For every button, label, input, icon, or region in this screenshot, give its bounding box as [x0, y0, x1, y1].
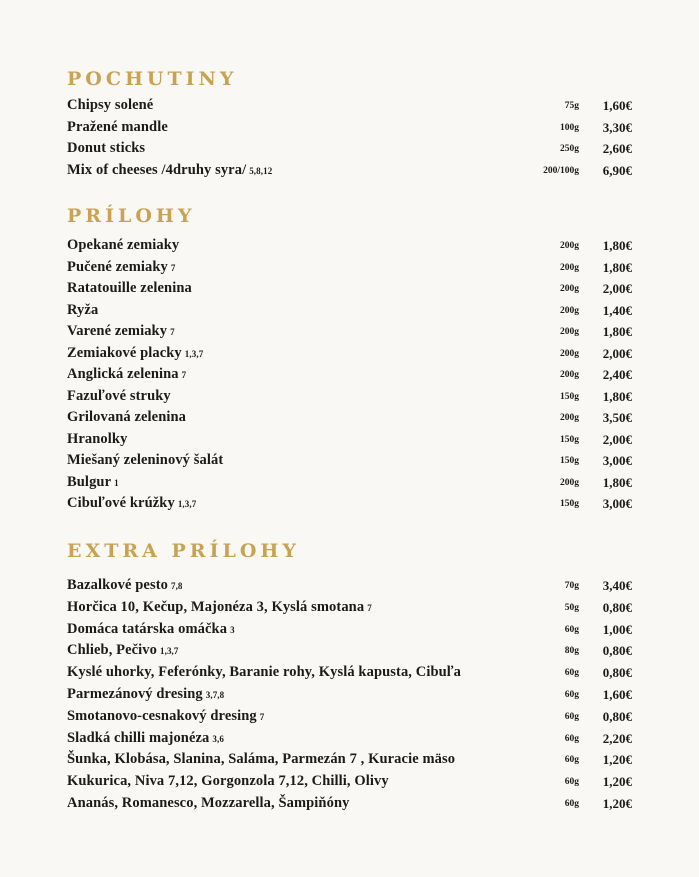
menu-item-row [0, 302, 699, 322]
item-price: 2,40€ [602, 367, 632, 382]
item-allergens: 5,8,12 [249, 165, 273, 176]
menu-item-row [0, 323, 699, 343]
item-name [67, 495, 196, 512]
item-name-text: Ryža [67, 301, 99, 318]
item-price: 2,00€ [602, 281, 632, 296]
item-name [67, 409, 186, 426]
item-name-text: Miešaný zeleninový šalát [67, 452, 224, 468]
item-weight: 150g [560, 391, 579, 402]
item-name-text: Anglická zelenina [67, 366, 179, 382]
item-price: 0,80€ [602, 665, 632, 681]
item-weight: 150g [560, 499, 579, 509]
item-name-text: Zemiakové placky [67, 344, 182, 361]
item-name [67, 323, 175, 340]
item-name [67, 366, 186, 383]
item-name-text: Mix of cheeses /4druhy syra/ [67, 161, 247, 178]
item-weight: 200g [560, 284, 579, 294]
item-name [67, 730, 224, 747]
item-weight: 50g [564, 602, 579, 613]
item-price: 0,80€ [602, 708, 632, 724]
item-price: 1,40€ [602, 302, 632, 318]
item-name [67, 664, 461, 681]
item-allergens: 7 [259, 711, 265, 722]
menu-item-row [0, 621, 699, 641]
item-allergens: 3 [230, 624, 235, 635]
item-weight: 200g [560, 413, 579, 423]
item-weight: 70g [564, 581, 579, 591]
item-price: 1,60€ [602, 687, 632, 702]
menu-item-row [0, 642, 699, 662]
item-weight: 60g [564, 799, 579, 809]
menu-item-row [0, 474, 699, 494]
item-price: 3,40€ [602, 578, 632, 593]
item-name-text: Chlieb, Pečivo [67, 642, 157, 659]
item-price: 1,20€ [602, 796, 632, 811]
item-name-text: Sladká chilli majonéza [67, 729, 210, 746]
item-price: 1,00€ [602, 621, 632, 637]
item-allergens: 1,3,7 [184, 348, 204, 359]
menu-item-row [0, 345, 699, 365]
item-name [67, 259, 175, 276]
item-name-text: Chipsy solené [67, 97, 154, 113]
menu-item-row [0, 730, 699, 750]
section-heading: POCHUTINY [67, 68, 238, 90]
item-name-text: Horčica 10, Kečup, Majonéza 3, Kyslá smotana [67, 598, 365, 615]
item-name-text: Ratatouille zelenina [67, 280, 192, 296]
item-name [67, 237, 179, 254]
menu-item-row [0, 97, 699, 117]
item-weight: 200g [560, 477, 579, 488]
menu-item-row [0, 708, 699, 728]
item-price: 0,80€ [602, 599, 632, 615]
item-name [67, 97, 153, 114]
item-weight: 150g [560, 434, 579, 445]
section-heading: PRÍLOHY [67, 205, 196, 227]
item-name-text: Šunka, Klobása, Slanina, Saláma, Parmezán 7 , Kuracie mäso [67, 751, 456, 768]
menu-item-row [0, 366, 699, 386]
item-name [67, 345, 203, 362]
menu-item-row [0, 259, 699, 279]
item-name [67, 642, 179, 659]
menu-item-row [0, 495, 699, 515]
menu-item-row [0, 119, 699, 139]
item-price: 1,60€ [602, 98, 632, 113]
item-name [67, 686, 224, 703]
item-name-text: Pražené mandle [67, 118, 168, 135]
item-price: 1,80€ [602, 388, 632, 404]
item-allergens: 7 [170, 262, 176, 273]
menu-item-row [0, 795, 699, 815]
item-price: 1,20€ [602, 752, 632, 768]
item-weight: 80g [564, 646, 579, 657]
menu-item-row [0, 751, 699, 771]
item-price: 0,80€ [602, 643, 632, 659]
item-price: 1,80€ [602, 324, 632, 339]
item-price: 2,00€ [602, 345, 632, 361]
item-price: 1,80€ [602, 238, 632, 253]
item-price: 3,00€ [602, 453, 632, 468]
item-name-text: Bulgur [67, 473, 112, 490]
item-weight: 60g [564, 733, 579, 744]
item-weight: 60g [564, 624, 579, 635]
menu-item-row [0, 280, 699, 300]
item-name-text: Parmezánový dresing [67, 686, 203, 702]
menu-item-row [0, 388, 699, 408]
item-name-text: Ananás, Romanesco, Mozzarella, Šampiňóny [67, 795, 350, 811]
item-allergens: 3,7,8 [205, 690, 225, 700]
item-name-text: Hranolky [67, 430, 128, 447]
item-allergens: 1,3,7 [177, 499, 197, 509]
item-name [67, 474, 119, 491]
item-allergens: 1,3,7 [160, 646, 179, 657]
menu-item-row [0, 162, 699, 182]
item-price: 6,90€ [602, 162, 632, 178]
item-name-text: Donut sticks [67, 140, 146, 156]
item-name-text: Smotanovo-cesnakový dresing [67, 707, 257, 724]
item-name [67, 302, 98, 319]
item-weight: 200g [560, 348, 579, 359]
menu-item-row [0, 686, 699, 706]
item-name [67, 280, 192, 297]
item-weight: 200g [560, 370, 579, 380]
item-weight: 250g [560, 144, 579, 154]
item-name-text: Varené zemiaky [67, 323, 168, 339]
menu-item-row [0, 452, 699, 472]
menu-item-row [0, 409, 699, 429]
item-price: 2,60€ [602, 141, 632, 156]
item-name [67, 751, 455, 768]
item-weight: 200g [560, 241, 579, 251]
item-name-text: Cibuľové krúžky [67, 495, 175, 511]
item-name-text: Pučené zemiaky [67, 258, 168, 275]
item-price: 2,20€ [602, 730, 632, 746]
item-weight: 100g [560, 122, 579, 133]
menu-item-row [0, 773, 699, 793]
item-name [67, 431, 127, 448]
item-allergens: 7 [181, 370, 187, 380]
item-name [67, 162, 272, 179]
item-price: 2,00€ [602, 431, 632, 447]
item-name [67, 795, 349, 812]
item-price: 3,00€ [602, 496, 632, 511]
item-price: 3,30€ [602, 119, 632, 135]
menu-item-row [0, 431, 699, 451]
item-weight: 60g [564, 668, 579, 679]
item-weight: 200g [560, 262, 579, 273]
item-allergens: 3,6 [212, 733, 224, 744]
item-price: 1,80€ [602, 259, 632, 275]
section-heading: EXTRA PRÍLOHY [67, 540, 300, 562]
item-name [67, 119, 168, 136]
item-price: 1,80€ [602, 474, 632, 490]
item-name [67, 140, 145, 157]
item-price: 3,50€ [602, 410, 632, 425]
menu-item-row [0, 140, 699, 160]
item-name-text: Grilovaná zelenina [67, 409, 187, 425]
item-name-text: Domáca tatárska omáčka [67, 620, 228, 637]
item-name [67, 599, 372, 616]
item-price: 1,20€ [602, 774, 632, 790]
item-name-text: Opekané zemiaky [67, 237, 180, 253]
item-allergens: 7 [170, 327, 175, 337]
item-name [67, 388, 171, 405]
item-name [67, 621, 235, 638]
item-name [67, 577, 183, 594]
item-name [67, 708, 264, 725]
item-allergens: 1 [114, 477, 119, 488]
item-weight: 60g [564, 755, 579, 766]
item-weight: 75g [564, 101, 579, 111]
menu-item-row [0, 237, 699, 257]
menu-item-row [0, 577, 699, 597]
item-allergens: 7 [367, 602, 372, 613]
item-name [67, 452, 223, 469]
item-name-text: Kukurica, Niva 7,12, Gorgonzola 7,12, Chilli, Olivy [67, 773, 389, 790]
item-name-text: Bazalkové pesto [67, 577, 168, 593]
menu-item-row [0, 664, 699, 684]
item-weight: 200/100g [543, 165, 579, 176]
item-weight: 150g [560, 456, 579, 466]
item-name-text: Kyslé uhorky, Feferónky, Baranie rohy, Kyslá kapusta, Cibuľa [67, 664, 462, 681]
item-weight: 60g [564, 690, 579, 700]
item-weight: 60g [564, 711, 579, 722]
item-weight: 200g [560, 327, 579, 337]
item-name [67, 773, 389, 790]
item-name-text: Fazuľové struky [67, 387, 171, 404]
item-allergens: 7,8 [170, 581, 183, 591]
item-weight: 60g [564, 777, 579, 788]
menu-item-row [0, 599, 699, 619]
item-weight: 200g [560, 305, 579, 316]
